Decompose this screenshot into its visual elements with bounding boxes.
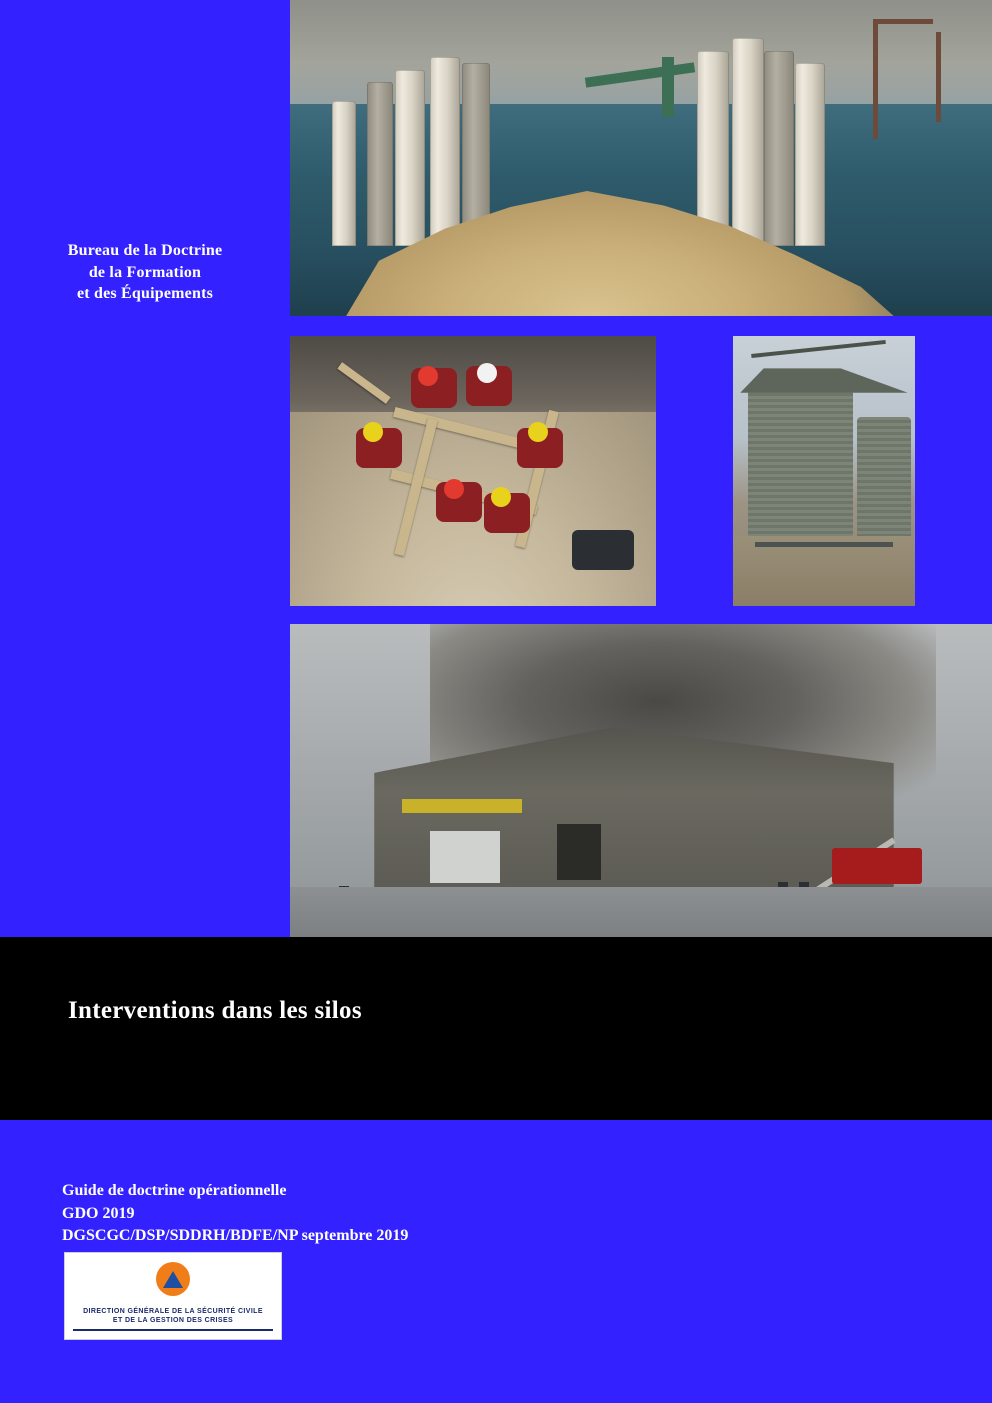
tower-structure <box>662 57 674 117</box>
metal-silo <box>748 390 854 547</box>
gantry-structure <box>751 340 885 358</box>
logo-caption <box>65 1307 281 1325</box>
page-title: Interventions dans les silos <box>68 997 362 1024</box>
fence-rail <box>755 542 893 547</box>
helmet-icon <box>418 366 438 386</box>
metal-silo <box>857 417 912 547</box>
footer-line-2: GDO 2019 <box>62 1204 135 1222</box>
civil-security-logo <box>64 1252 282 1340</box>
open-door <box>430 831 500 883</box>
silo-shape <box>697 51 729 247</box>
silo-shape <box>430 57 460 247</box>
silo-shape <box>732 38 764 247</box>
footer-text <box>62 1180 408 1248</box>
silo-roof <box>740 368 907 392</box>
fire-engine <box>832 848 922 884</box>
shield-triangle-icon <box>156 1262 190 1296</box>
silo-shape <box>367 82 393 246</box>
photo-collapsed-port-silos <box>290 0 992 316</box>
building-band <box>402 799 522 813</box>
bureau-line-2: de la Formation <box>88 263 202 281</box>
silo-shape <box>332 101 356 246</box>
crane-mast <box>873 19 878 139</box>
equipment-bag <box>572 530 634 570</box>
crane-jib <box>873 19 933 24</box>
silo-shape <box>764 51 794 247</box>
photo-warehouse-fire <box>290 624 992 937</box>
helmet-icon <box>444 479 464 499</box>
crane-mast <box>936 32 941 122</box>
logo-line-1: DIRECTION GÉNÉRALE DE LA SÉCURITÉ CIVILE <box>83 1307 263 1315</box>
bureau-heading <box>0 240 290 305</box>
road-region <box>290 887 992 937</box>
bureau-line-3: et des Équipements <box>76 285 214 303</box>
title-band <box>0 937 992 1120</box>
footer-line-1: Guide de doctrine opérationnelle <box>62 1182 287 1199</box>
triangle-shape <box>163 1271 183 1288</box>
helmet-icon <box>477 363 497 383</box>
photo-rescuers-grain-rescue <box>290 336 656 606</box>
silo-shape <box>395 70 425 247</box>
door-opening <box>557 824 601 880</box>
silo-shape <box>795 63 825 246</box>
logo-line-2: ET DE LA GESTION DES CRISES <box>112 1316 234 1324</box>
footer-line-3: DGSCGC/DSP/SDDRH/BDFE/NP septembre 2019 <box>62 1227 409 1245</box>
bureau-line-1: Bureau de la Doctrine <box>67 242 223 259</box>
logo-inner <box>65 1253 281 1339</box>
photo-metal-farm-silos <box>733 336 915 606</box>
logo-underline <box>73 1329 273 1331</box>
